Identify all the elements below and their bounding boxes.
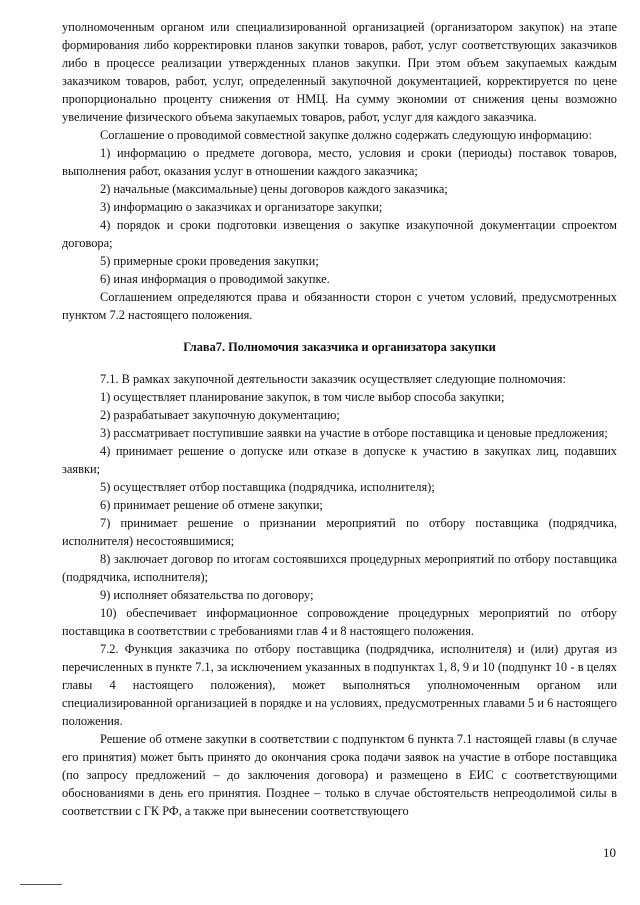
paragraph: 8) заключает договор по итогам состоявшихся процедурных мероприятий по отбору поставщика (подрядчика, исполнителя); [62,552,617,584]
paragraph: 7.1. В рамках закупочной деятельности заказчик осуществляет следующие полномочия: [100,372,566,386]
paragraph: Соглашение о проводимой совместной закупке должно содержать следующую информацию: [100,128,592,142]
paragraph: 4) порядок и сроки подготовки извещения о закупке изакупочной документации спроектом договора; [62,218,617,250]
document-page [62,18,617,820]
paragraph: 4) принимает решение о допуске или отказе в допуске к участию в закупках лиц, подавших заявки; [62,444,617,476]
paragraph: 5) примерные сроки проведения закупки; [100,254,319,268]
paragraph: 5) осуществляет отбор поставщика (подрядчика, исполнителя); [100,480,435,494]
paragraph: Соглашением определяются права и обязанности сторон с учетом условий, предусмотренных пунктом 7.2 настоящего положения. [62,290,617,322]
paragraph: Решение об отмене закупки в соответствии с подпунктом 6 пункта 7.1 настоящей главы (в случае его принятия) может быть принято до окончания срока подачи заявок на участие в отборе поставщика (по запросу предложений – до заключения договора) и размещено в ЕИС с соответствующими обоснованиями в день его принятия. Позднее – только в случае обстоятельств непреодолимой силы в соответствии с ГК РФ, а также при вынесении соответствующего [62,732,617,818]
paragraph: 2) начальные (максимальные) цены договоров каждого заказчика; [100,182,448,196]
paragraph: 9) исполняет обязательства по договору; [100,588,314,602]
paragraph: 6) иная информация о проводимой закупке. [100,272,330,286]
paragraph: 1) осуществляет планирование закупок, в том числе выбор способа закупки; [100,390,505,404]
section-after-heading [62,370,617,820]
page-number: 10 [603,845,616,860]
paragraph: 3) информацию о заказчиках и организаторе закупки; [100,200,383,214]
footer-rule [20,884,62,885]
paragraph: 7.2. Функция заказчика по отбору поставщика (подрядчика, исполнителя) и (или) другая из перечисленных в пункте 7.1, за исключением указанных в подпунктах 1, 8, 9 и 10 (подпункт 10 - в целях главы 4 настоящего положения), может выполняться уполномоченным органом или специализированной организацией в порядке и на условиях, предусмотренных главами 5 и 6 настоящего положения. [62,642,617,728]
paragraph: уполномоченным органом или специализированной организацией (организатором закупок) на этапе формирования либо корректировки планов закупки товаров, работ, услуг соответствующих заказчиков либо в процессе реализации утвержденных планов закупки. При этом объем закупаемых каждым заказчиком товаров, работ, услуг, определенный закупочной документацией, корректируется по цене пропорционально проценту снижения от НМЦ. На сумму экономии от снижения цены возможно увеличение физического объема закупаемых товаров, работ, услуг для каждого заказчика. [62,20,617,124]
paragraph: 10) обеспечивает информационное сопровождение процедурных мероприятий по отбору поставщика в соответствии с требованиями глав 4 и 8 настоящего положения. [62,606,617,638]
paragraph: 7) принимает решение о признании мероприятий по отбору поставщика (подрядчика, исполнителя) несостоявшимися; [62,516,617,548]
paragraph: 6) принимает решение об отмене закупки; [100,498,323,512]
paragraph: 3) рассматривает поступившие заявки на участие в отборе поставщика и ценовые предложения; [100,426,608,440]
chapter-heading: Глава7. Полномочия заказчика и организатора закупки [183,340,496,354]
section-before-heading [62,18,617,324]
paragraph: 1) информацию о предмете договора, место, условия и сроки (периоды) поставок товаров, выполнения работ, оказания услуг в отношении каждого заказчика; [62,146,617,178]
paragraph: 2) разрабатывает закупочную документацию; [100,408,340,422]
